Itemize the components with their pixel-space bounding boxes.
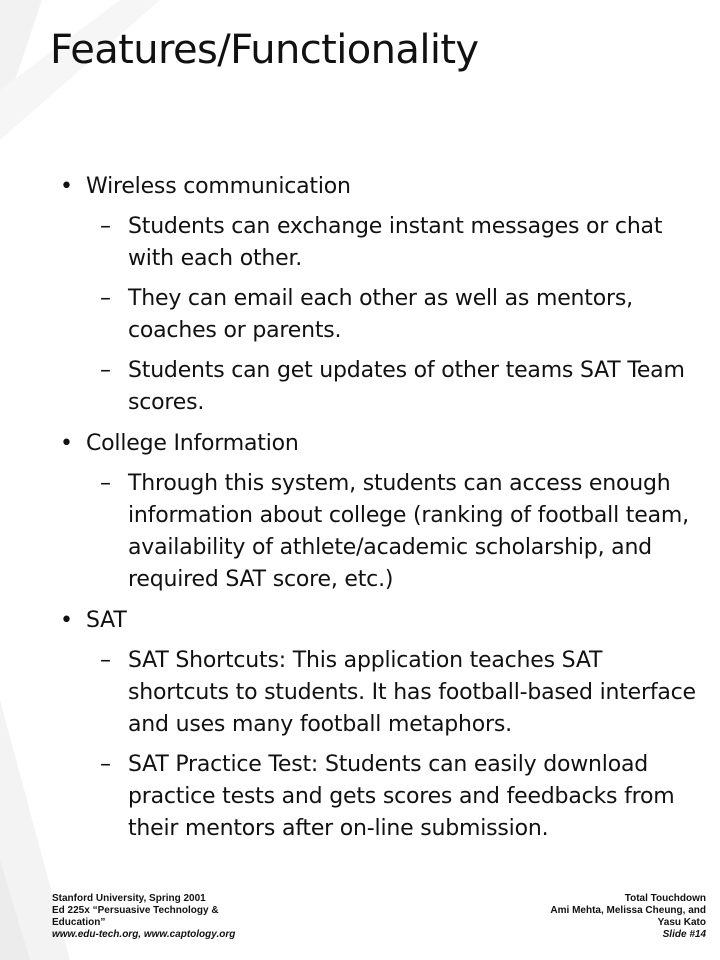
bullet-icon: • (60, 608, 73, 633)
dash-icon: – (100, 214, 111, 239)
sub-item (60, 355, 700, 419)
sub-item-text: SAT Practice Test: Students can easily download practice tests and gets scores and feedbacks from their mentors after on-line submission. (128, 752, 675, 841)
sub-item-text: Students can exchange instant messages or chat with each other. (128, 214, 663, 271)
sub-list-sat (60, 645, 700, 845)
footer-course: Ed 225x “Persuasive Technology & (52, 905, 219, 916)
footer-university: Stanford University, Spring 2001 (52, 893, 206, 904)
sub-item-text: Through this system, students can access enough information about college (ranking of football team, availability of athlete/academic scholarship, and required SAT score, etc.) (128, 471, 689, 592)
sub-item-text: SAT Shortcuts: This application teaches SAT shortcuts to students. It has football-based interface and uses many football metaphors. (128, 648, 696, 737)
bullet-item-wireless (60, 170, 700, 203)
slide-number: Slide #14 (662, 929, 706, 940)
sub-list-college (60, 468, 700, 596)
sub-item (60, 468, 700, 596)
sub-item (60, 749, 700, 845)
footer-authors-cont: Yasu Kato (657, 917, 706, 928)
sub-item (60, 211, 700, 275)
bullet-icon: • (60, 174, 73, 199)
bullet-item-sat (60, 604, 700, 637)
slide-title: Features/Functionality (50, 27, 479, 73)
bullet-item-college (60, 427, 700, 460)
sub-item-text: They can email each other as well as mentors, coaches or parents. (128, 286, 633, 343)
bullet-text: Wireless communication (86, 174, 351, 199)
sub-list-wireless (60, 211, 700, 419)
dash-icon: – (100, 648, 111, 673)
footer-authors: Ami Mehta, Melissa Cheung, and (550, 905, 706, 916)
bullet-text: SAT (86, 608, 127, 633)
sub-item (60, 645, 700, 741)
bullet-icon: • (60, 431, 73, 456)
slide-content (60, 170, 700, 845)
dash-icon: – (100, 752, 111, 777)
footer-course-cont: Education” (52, 917, 106, 928)
sub-item (60, 283, 700, 347)
footer-team-name: Total Touchdown (624, 893, 706, 904)
footer-course-info (52, 893, 235, 941)
footer-websites: www.edu-tech.org, www.captology.org (52, 929, 236, 940)
dash-icon: – (100, 471, 111, 496)
sub-item-text: Students can get updates of other teams SAT Team scores. (128, 358, 685, 415)
footer-team-info (486, 893, 706, 941)
dash-icon: – (100, 358, 111, 383)
bullet-text: College Information (86, 431, 299, 456)
dash-icon: – (100, 286, 111, 311)
